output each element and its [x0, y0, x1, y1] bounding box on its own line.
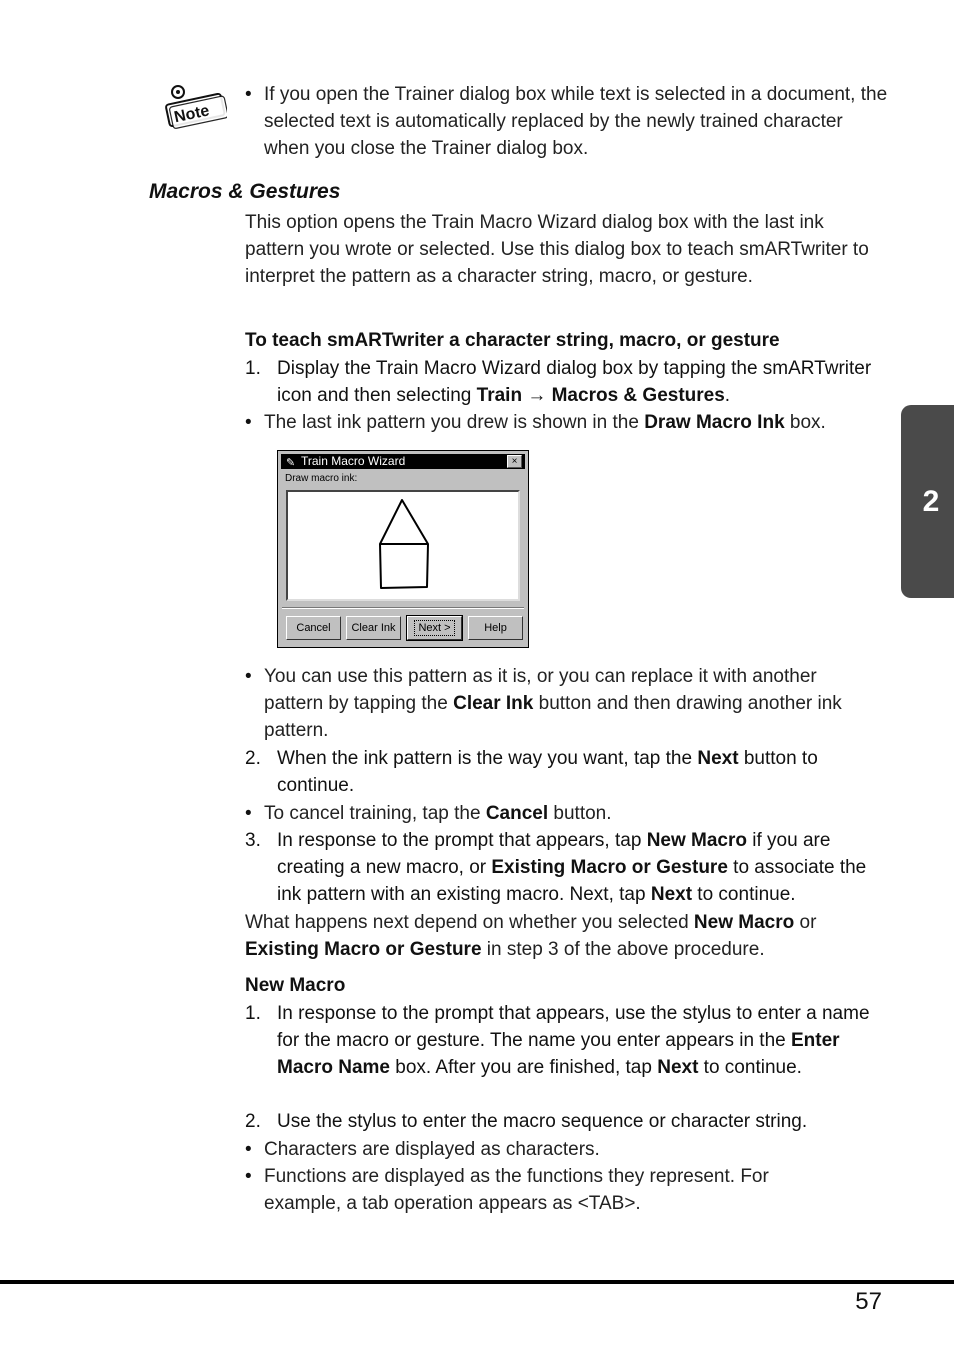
- dialog-separator: [282, 607, 524, 609]
- note-text: If you open the Trainer dialog box while text is selected in a document, the selected text is automatically replaced by the newly trained character when you close the Trainer dialog box.: [264, 84, 888, 159]
- cancel-button[interactable]: Cancel: [286, 616, 341, 640]
- step-number: 3.: [245, 830, 261, 851]
- dialog-title: Train Macro Wizard: [301, 454, 406, 468]
- bullet: •: [245, 1166, 252, 1187]
- note-icon: [163, 83, 227, 129]
- step-number: 1.: [245, 358, 261, 379]
- train-macro-wizard-dialog: [277, 450, 529, 648]
- note-bullet: •: [245, 84, 252, 105]
- new-macro-step-1-text: In response to the prompt that appears, use the stylus to enter a name for the macro or gesture. The name you enter appears in the Enter Macro Name box. After you are finished, tap Next to continue.: [277, 1003, 870, 1078]
- bullet: •: [245, 666, 252, 687]
- chapter-tab: [901, 405, 954, 598]
- what-happens-text: What happens next depend on whether you selected New Macro or Existing Macro or Gesture in step 3 of the above procedure.: [245, 912, 817, 960]
- next-button[interactable]: Next >: [407, 616, 462, 640]
- close-icon[interactable]: ×: [507, 455, 522, 468]
- bullet-1-text: The last ink pattern you drew is shown in the Draw Macro Ink box.: [264, 412, 826, 433]
- ink-drawing: [288, 492, 518, 599]
- chapter-number: 2: [922, 485, 940, 518]
- new-macro-step-2-text: Use the stylus to enter the macro sequence or character string.: [277, 1111, 808, 1132]
- footer-rule: [0, 1280, 954, 1284]
- bullet: •: [245, 412, 252, 433]
- app-icon: ✎: [286, 457, 296, 469]
- step-number: 2.: [245, 748, 261, 769]
- step-1-text: Display the Train Macro Wizard dialog box by tapping the smARTwriter icon and then selecting Train → Macros & Gestures.: [277, 358, 872, 406]
- bullet-3-text: To cancel training, tap the Cancel button.: [264, 803, 612, 824]
- bullet-4-text: Characters are displayed as characters.: [264, 1139, 600, 1160]
- bullet: •: [245, 803, 252, 824]
- procedure-heading: To teach smARTwriter a character string, macro, or gesture: [245, 330, 780, 351]
- step-2-text: When the ink pattern is the way you want, tap the Next button to continue.: [277, 748, 818, 796]
- dialog-title-bar: [281, 454, 525, 469]
- bullet: •: [245, 1139, 252, 1160]
- bullet-2-text: You can use this pattern as it is, or you can replace it with another pattern by tapping the Clear Ink button and then drawing another ink pattern.: [264, 666, 842, 741]
- step-number: 1.: [245, 1003, 261, 1024]
- note-icon-label: Note: [172, 102, 211, 127]
- ink-label: Draw macro ink:: [285, 473, 358, 484]
- draw-macro-ink-box[interactable]: [286, 490, 520, 601]
- step-3-text: In response to the prompt that appears, tap New Macro if you are creating a new macro, or Existing Macro or Gesture to associate the ink pattern with an existing macro. Next, tap Next to continue.: [277, 830, 867, 905]
- new-macro-heading: New Macro: [245, 975, 346, 996]
- bullet-5-text: Functions are displayed as the functions they represent. For example, a tab operation appears as <TAB>.: [264, 1166, 769, 1214]
- step-number: 2.: [245, 1111, 261, 1132]
- section-heading: Macros & Gestures: [149, 180, 341, 203]
- page-number: 57: [855, 1288, 882, 1315]
- section-intro: This option opens the Train Macro Wizard dialog box with the last ink pattern you wrote or selected. Use this dialog box to teach smARTwriter to interpret the pattern as a character string, macro, or gesture.: [245, 212, 869, 287]
- help-button[interactable]: Help: [468, 616, 523, 640]
- clear-ink-button[interactable]: Clear Ink: [346, 616, 401, 640]
